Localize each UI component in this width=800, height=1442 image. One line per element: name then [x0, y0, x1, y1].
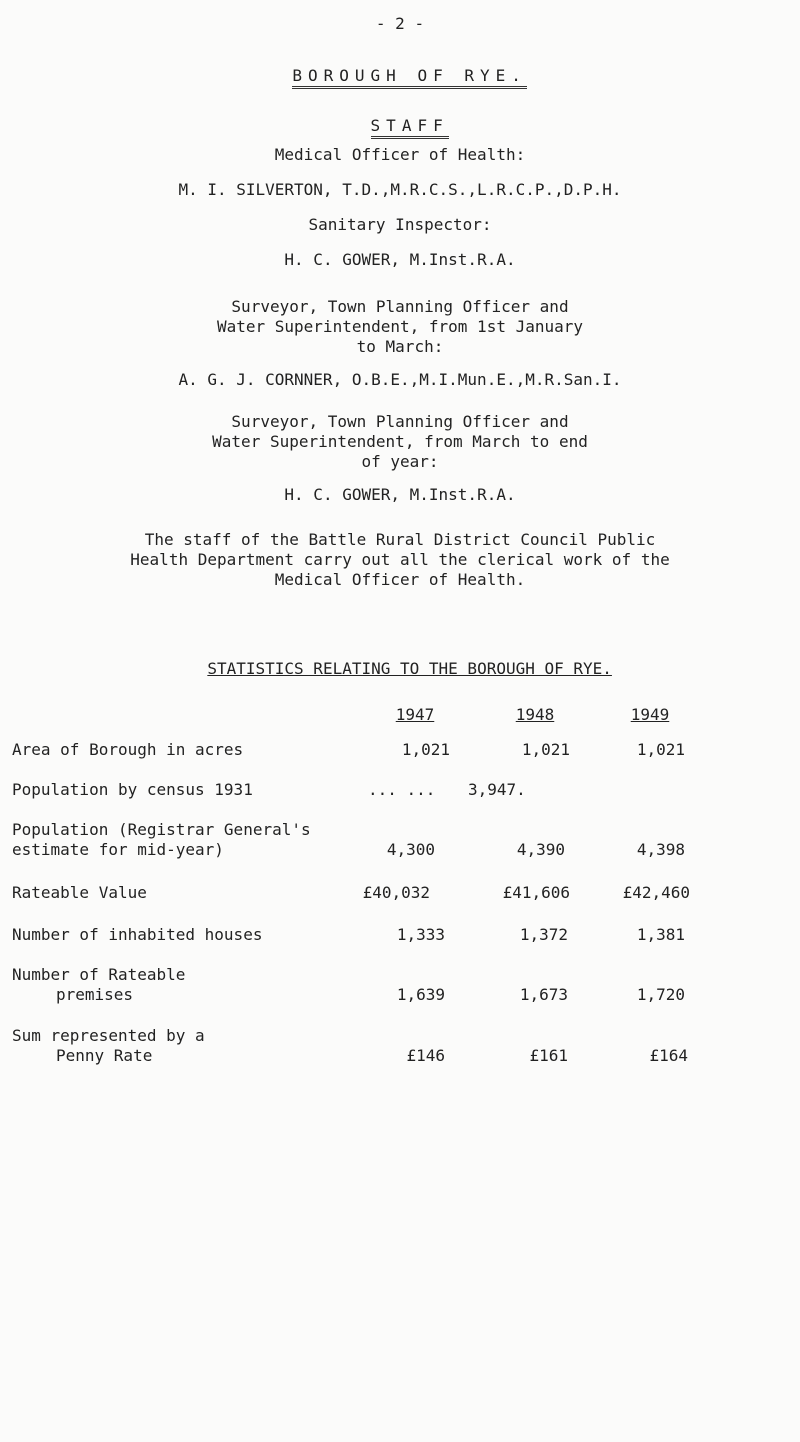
cell-penny-rate-1948: £161	[529, 1046, 568, 1065]
row-label-census: Population by census 1931	[12, 780, 253, 799]
staff-role-surveyor-2-line-2: Water Superintendent, from March to end	[212, 432, 588, 451]
cell-area-1949: 1,021	[636, 740, 685, 759]
row-label-area: Area of Borough in acres	[12, 740, 244, 759]
staff-role-moh: Medical Officer of Health:	[274, 145, 526, 164]
note-line-2: Health Department carry out all the clerical work of the	[130, 550, 670, 569]
row-label-population-line-1: Population (Registrar General's	[12, 820, 311, 839]
row-label-premises-line-2: premises	[56, 985, 134, 1004]
document-heading-text: BOROUGH OF RYE.	[292, 66, 527, 89]
cell-penny-rate-1947: £146	[406, 1046, 445, 1065]
cell-houses-1949: 1,381	[636, 925, 685, 944]
cell-premises-1948: 1,673	[519, 985, 568, 1004]
staff-name-moh: M. I. SILVERTON, T.D.,M.R.C.S.,L.R.C.P.,D.P.H.	[178, 180, 622, 199]
cell-area-1947: 1,021	[401, 740, 450, 759]
stats-heading-text: STATISTICS RELATING TO THE BOROUGH OF RYE.	[207, 659, 612, 678]
staff-role-surveyor-1-line-1: Surveyor, Town Planning Officer and	[231, 297, 569, 316]
cell-houses-1947: 1,333	[396, 925, 445, 944]
staff-role-surveyor-1-line-3: to March:	[356, 337, 444, 356]
staff-role-surveyor-2-line-3: of year:	[361, 452, 439, 471]
cell-rateable-value-1949: £42,460	[622, 883, 690, 902]
row-label-rateable-value: Rateable Value	[12, 883, 147, 902]
staff-name-surveyor-1: A. G. J. CORNNER, O.B.E.,M.I.Mun.E.,M.R.San.I.	[178, 370, 622, 389]
row-label-penny-rate-line-1: Sum represented by a	[12, 1026, 205, 1045]
note-line-3: Medical Officer of Health.	[274, 570, 526, 589]
row-label-population-line-2: estimate for mid-year)	[12, 840, 224, 859]
staff-name-surveyor-2: H. C. GOWER, M.Inst.R.A.	[284, 485, 516, 504]
row-label-premises-line-1: Number of Rateable	[12, 965, 186, 984]
cell-population-1949: 4,398	[636, 840, 685, 859]
cell-census-value: 3,947.	[468, 780, 526, 799]
census-leader: ... ...	[368, 780, 436, 799]
row-label-penny-rate-line-2: Penny Rate	[56, 1046, 153, 1065]
document-heading	[0, 47, 800, 85]
row-label-inhabited-houses: Number of inhabited houses	[12, 925, 263, 944]
cell-area-1948: 1,021	[521, 740, 570, 759]
cell-rateable-value-1948: £41,606	[502, 883, 570, 902]
cell-population-1947: 4,300	[386, 840, 435, 859]
note-line-1: The staff of the Battle Rural District Council Public	[144, 530, 656, 549]
cell-population-1948: 4,390	[516, 840, 565, 859]
cell-penny-rate-1949: £164	[649, 1046, 688, 1065]
staff-name-sanitary-inspector: H. C. GOWER, M.Inst.R.A.	[284, 250, 516, 269]
cell-houses-1948: 1,372	[519, 925, 568, 944]
staff-role-surveyor-2-line-1: Surveyor, Town Planning Officer and	[231, 412, 569, 431]
staff-role-sanitary-inspector: Sanitary Inspector:	[308, 215, 492, 234]
cell-premises-1949: 1,720	[636, 985, 685, 1004]
year-header-1949: 1949	[630, 705, 670, 724]
staff-role-surveyor-1-line-2: Water Superintendent, from 1st January	[216, 317, 584, 336]
page-number: - 2 -	[375, 14, 425, 33]
staff-heading-text: STAFF	[371, 116, 449, 139]
cell-premises-1947: 1,639	[396, 985, 445, 1004]
stats-heading	[0, 640, 800, 678]
year-header-1947: 1947	[395, 705, 435, 724]
staff-heading	[0, 97, 800, 135]
cell-rateable-value-1947: £40,032	[362, 883, 430, 902]
year-header-1948: 1948	[515, 705, 555, 724]
